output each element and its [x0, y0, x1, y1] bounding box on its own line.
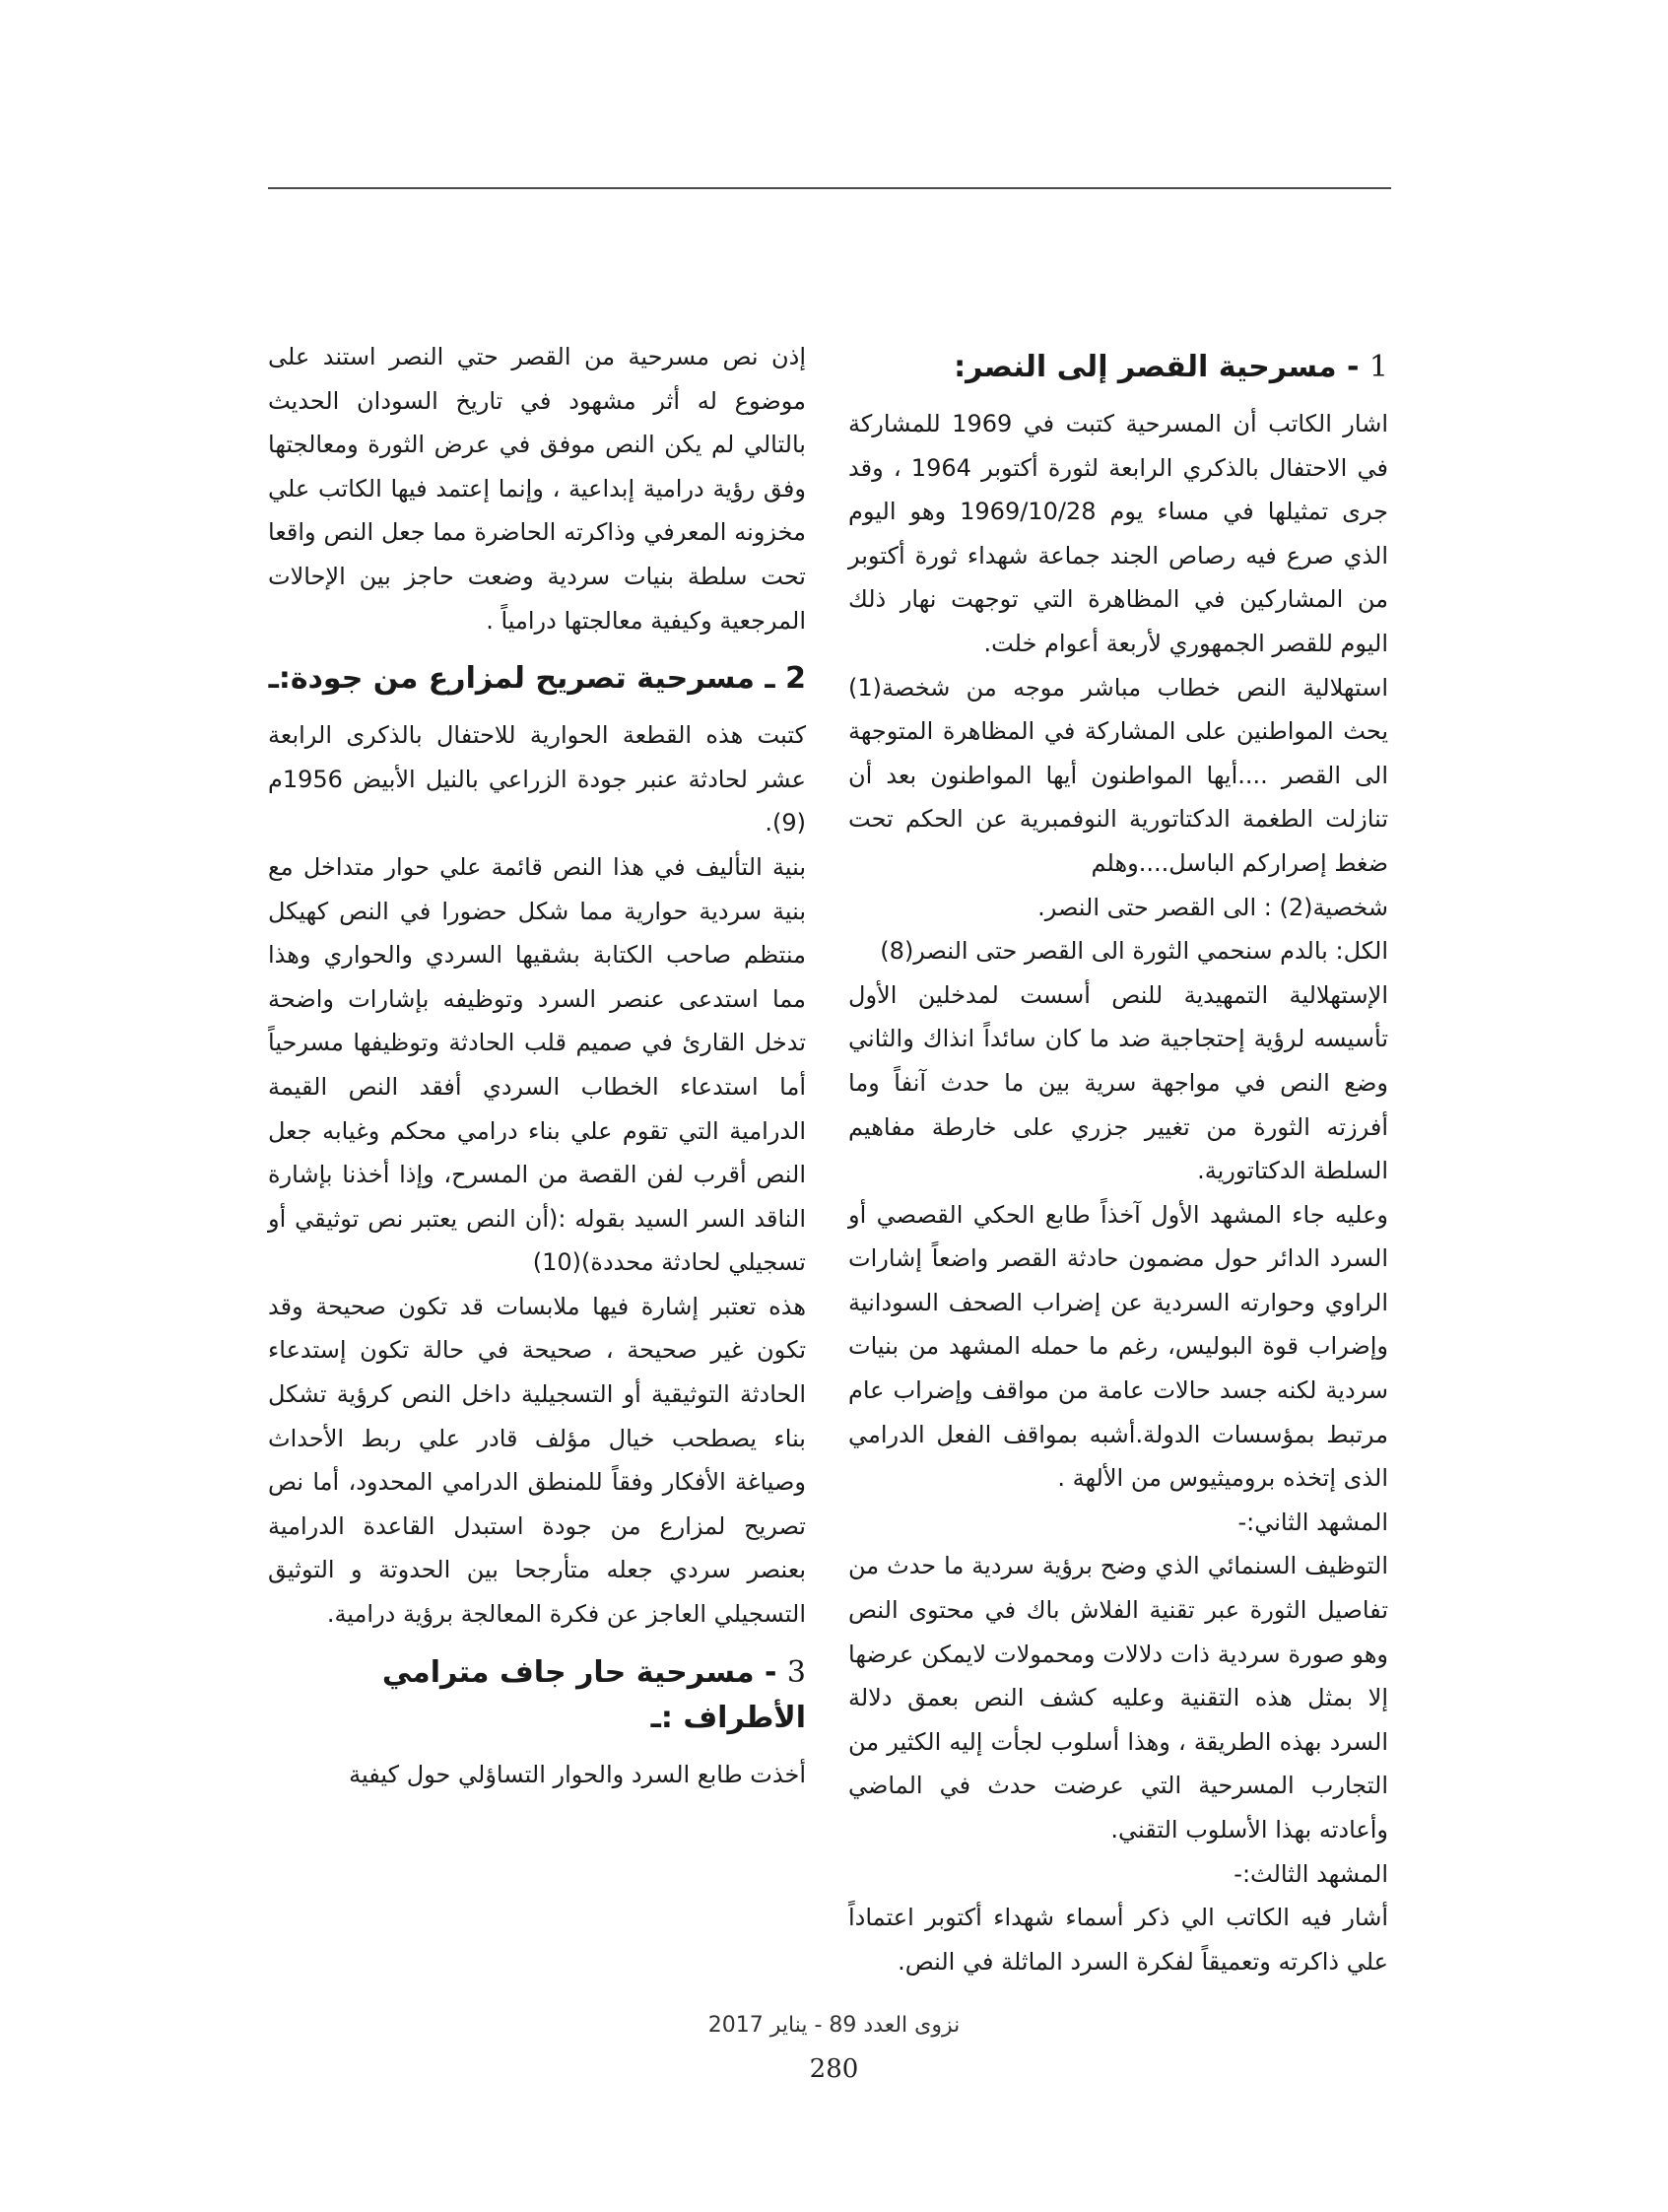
- section-heading-1: [848, 345, 1388, 390]
- paragraph: شخصية(2) : الى القصر حتى النصر.: [1037, 893, 1388, 921]
- issue-info: نزوى العدد 89 - يناير 2017: [707, 2013, 961, 2038]
- section-number: 3: [786, 1654, 806, 1690]
- paragraph: أشار فيه الكاتب الي ذكر أسماء شهداء أكتوبر اعتماداً علي ذاكرته وتعميقاً لفكرة السرد الماثلة في النص.: [848, 1904, 1388, 1976]
- paragraph: وعليه جاء المشهد الأول آخذاً طابع الحكي القصصي أو السرد الدائر حول مضمون حادثة القصر واضعاً إشارات الراوي وحوارته السردية عن إضراب الصحف السودانية وإضراب قوة البوليس، رغم ما حمله المشهد من بنيات سردية لكنه جسد حالات عامة من مواقف وإضراب عام مرتبط بمؤسسات الدولة.أشبه بمواقف الفعل الدرامي الذى إتخذه بروميثيوس من الألهة .: [848, 1200, 1388, 1493]
- scene-label: المشهد الثاني:-: [1237, 1508, 1388, 1536]
- paragraph: أخذت طابع السرد والحوار التساؤلي حول كيفية: [349, 1760, 806, 1788]
- paragraph: اشار الكاتب أن المسرحية كتبت في 1969 للمشاركة في الاحتفال بالذكري الرابعة لثورة أكتوبر 1964 ، وقد جرى تمثيلها في مساء يوم 1969/10/28 وهو اليوم الذي صرع فيه رصاص الجند جماعة شهداء ثورة أكتوبر من المشاركين في المظاهرة التي توجهت نهار ذلك اليوم للقصر الجمهوري لأربعة أعوام خلت.: [848, 410, 1388, 657]
- paragraph: الإستهلالية التمهيدية للنص أسست لمدخلين الأول تأسيسه لرؤية إحتجاجية ضد ما كان سائداً انذاك والثاني وضع النص في مواجهة سرية بين ما حدث آنفاً وما أفرزته الثورة من تغيير جزري على خارطة مفاهيم السلطة الدكتاتورية.: [848, 980, 1388, 1185]
- paragraph: الكل: بالدم سنحمي الثورة الى القصر حتى النصر(8): [880, 937, 1388, 966]
- section-heading-3: [268, 1650, 806, 1741]
- section-number: 1: [1368, 350, 1388, 384]
- section-title: - مسرحية القصر إلى النصر:: [954, 350, 1360, 384]
- paragraph: إذن نص مسرحية من القصر حتي النصر استند على موضوع له أثر مشهود في تاريخ السودان الحديث بالتالي لم يكن النص موفق في عرض الثورة ومعالجتها وفق رؤية درامية إبداعية ، وإنما إعتمد فيها الكاتب علي مخزونه المعرفي وذاكرته الحاضرة مما جعل النص واقعا تحت سلطة بنيات سردية وضعت حاجز بين الإحالات المرجعية وكيفية معالجتها درامياً .: [268, 343, 806, 635]
- scene-label: المشهد الثالث:-: [1234, 1859, 1388, 1888]
- section-heading-2: 2 ـ مسرحية تصريح لمزارع من جودة:ـ: [268, 661, 806, 697]
- left-column: [268, 335, 806, 1796]
- paragraph: كتبت هذه القطعة الحوارية للاحتفال بالذكرى الرابعة عشر لحادثة عنبر جودة الزراعي بالنيل الأبيض 1956م (9).: [268, 721, 806, 838]
- right-column: [848, 335, 1388, 1983]
- section-title: - مسرحية حار جاف مترامي الأطراف :ـ: [381, 1654, 806, 1735]
- paragraph: هذه تعتبر إشارة فيها ملابسات قد تكون صحيحة وقد تكون غير صحيحة ، صحيحة في حالة تكون إستدعاء الحادثة التوثيقية أو التسجيلية داخل النص كرؤية تشكل بناء يصطحب خيال مؤلف قادر علي ربط الأحداث وصياغة الأفكار وفقاً للمنطق الدرامي المحدود، أما نص تصريح لمزارع من جودة استبدل القاعدة الدرامية بعنصر سردي جعله متأرجحا بين الحدوتة و التوثيق التسجيلي العاجز عن فكرة المعالجة برؤية درامية.: [268, 1292, 806, 1629]
- paragraph: استهلالية النص خطاب مباشر موجه من شخصة(1) يحث المواطنين على المشاركة في المظاهرة المتوجهة الى القصر ....أيها المواطنون أيها المواطنون بعد أن تنازلت الطغمة الدكتاتورية النوفمبرية عن الحكم تحت ضغط إصراركم الباسل....وهلم: [848, 673, 1388, 877]
- page-number: 280: [809, 2054, 859, 2084]
- paragraph: التوظيف السنمائي الذي وضح برؤية سردية ما حدث من تفاصيل الثورة عبر تقنية الفلاش باك في محتوى النص وهو صورة سردية ذات دلالات ومحمولات لايمكن عرضها إلا بمثل هذه التقنية وعليه كشف النص بعمق دلالة السرد بهذه الطريقة ، وهذا أسلوب لجأت إليه الكثير من التجارب المسرحية التي عرضت حدث في الماضي وأعادته بهذا الأسلوب التقني.: [848, 1552, 1388, 1843]
- header-rule: [268, 187, 1391, 189]
- paragraph: بنية التأليف في هذا النص قائمة علي حوار متداخل مع بنية سردية حوارية مما شكل حضورا في النص كهيكل منتظم صاحب الكتابة بشقيها السردي والحواري وهذا مما استدعى عنصر السرد وتوظيفه بإشارات واضحة تدخل القارئ في صميم قلب الحادثة وتوظيفها مسرحياً أما استدعاء الخطاب السردي أفقد النص القيمة الدرامية التي تقوم علي بناء درامي محكم وغيابه جعل النص أقرب لفن القصة من المسرح، وإذا أخذنا بإشارة الناقد السر السيد بقوله :(أن النص يعتبر نص توثيقي أو تسجيلي لحادثة محددة)(10): [268, 852, 806, 1277]
